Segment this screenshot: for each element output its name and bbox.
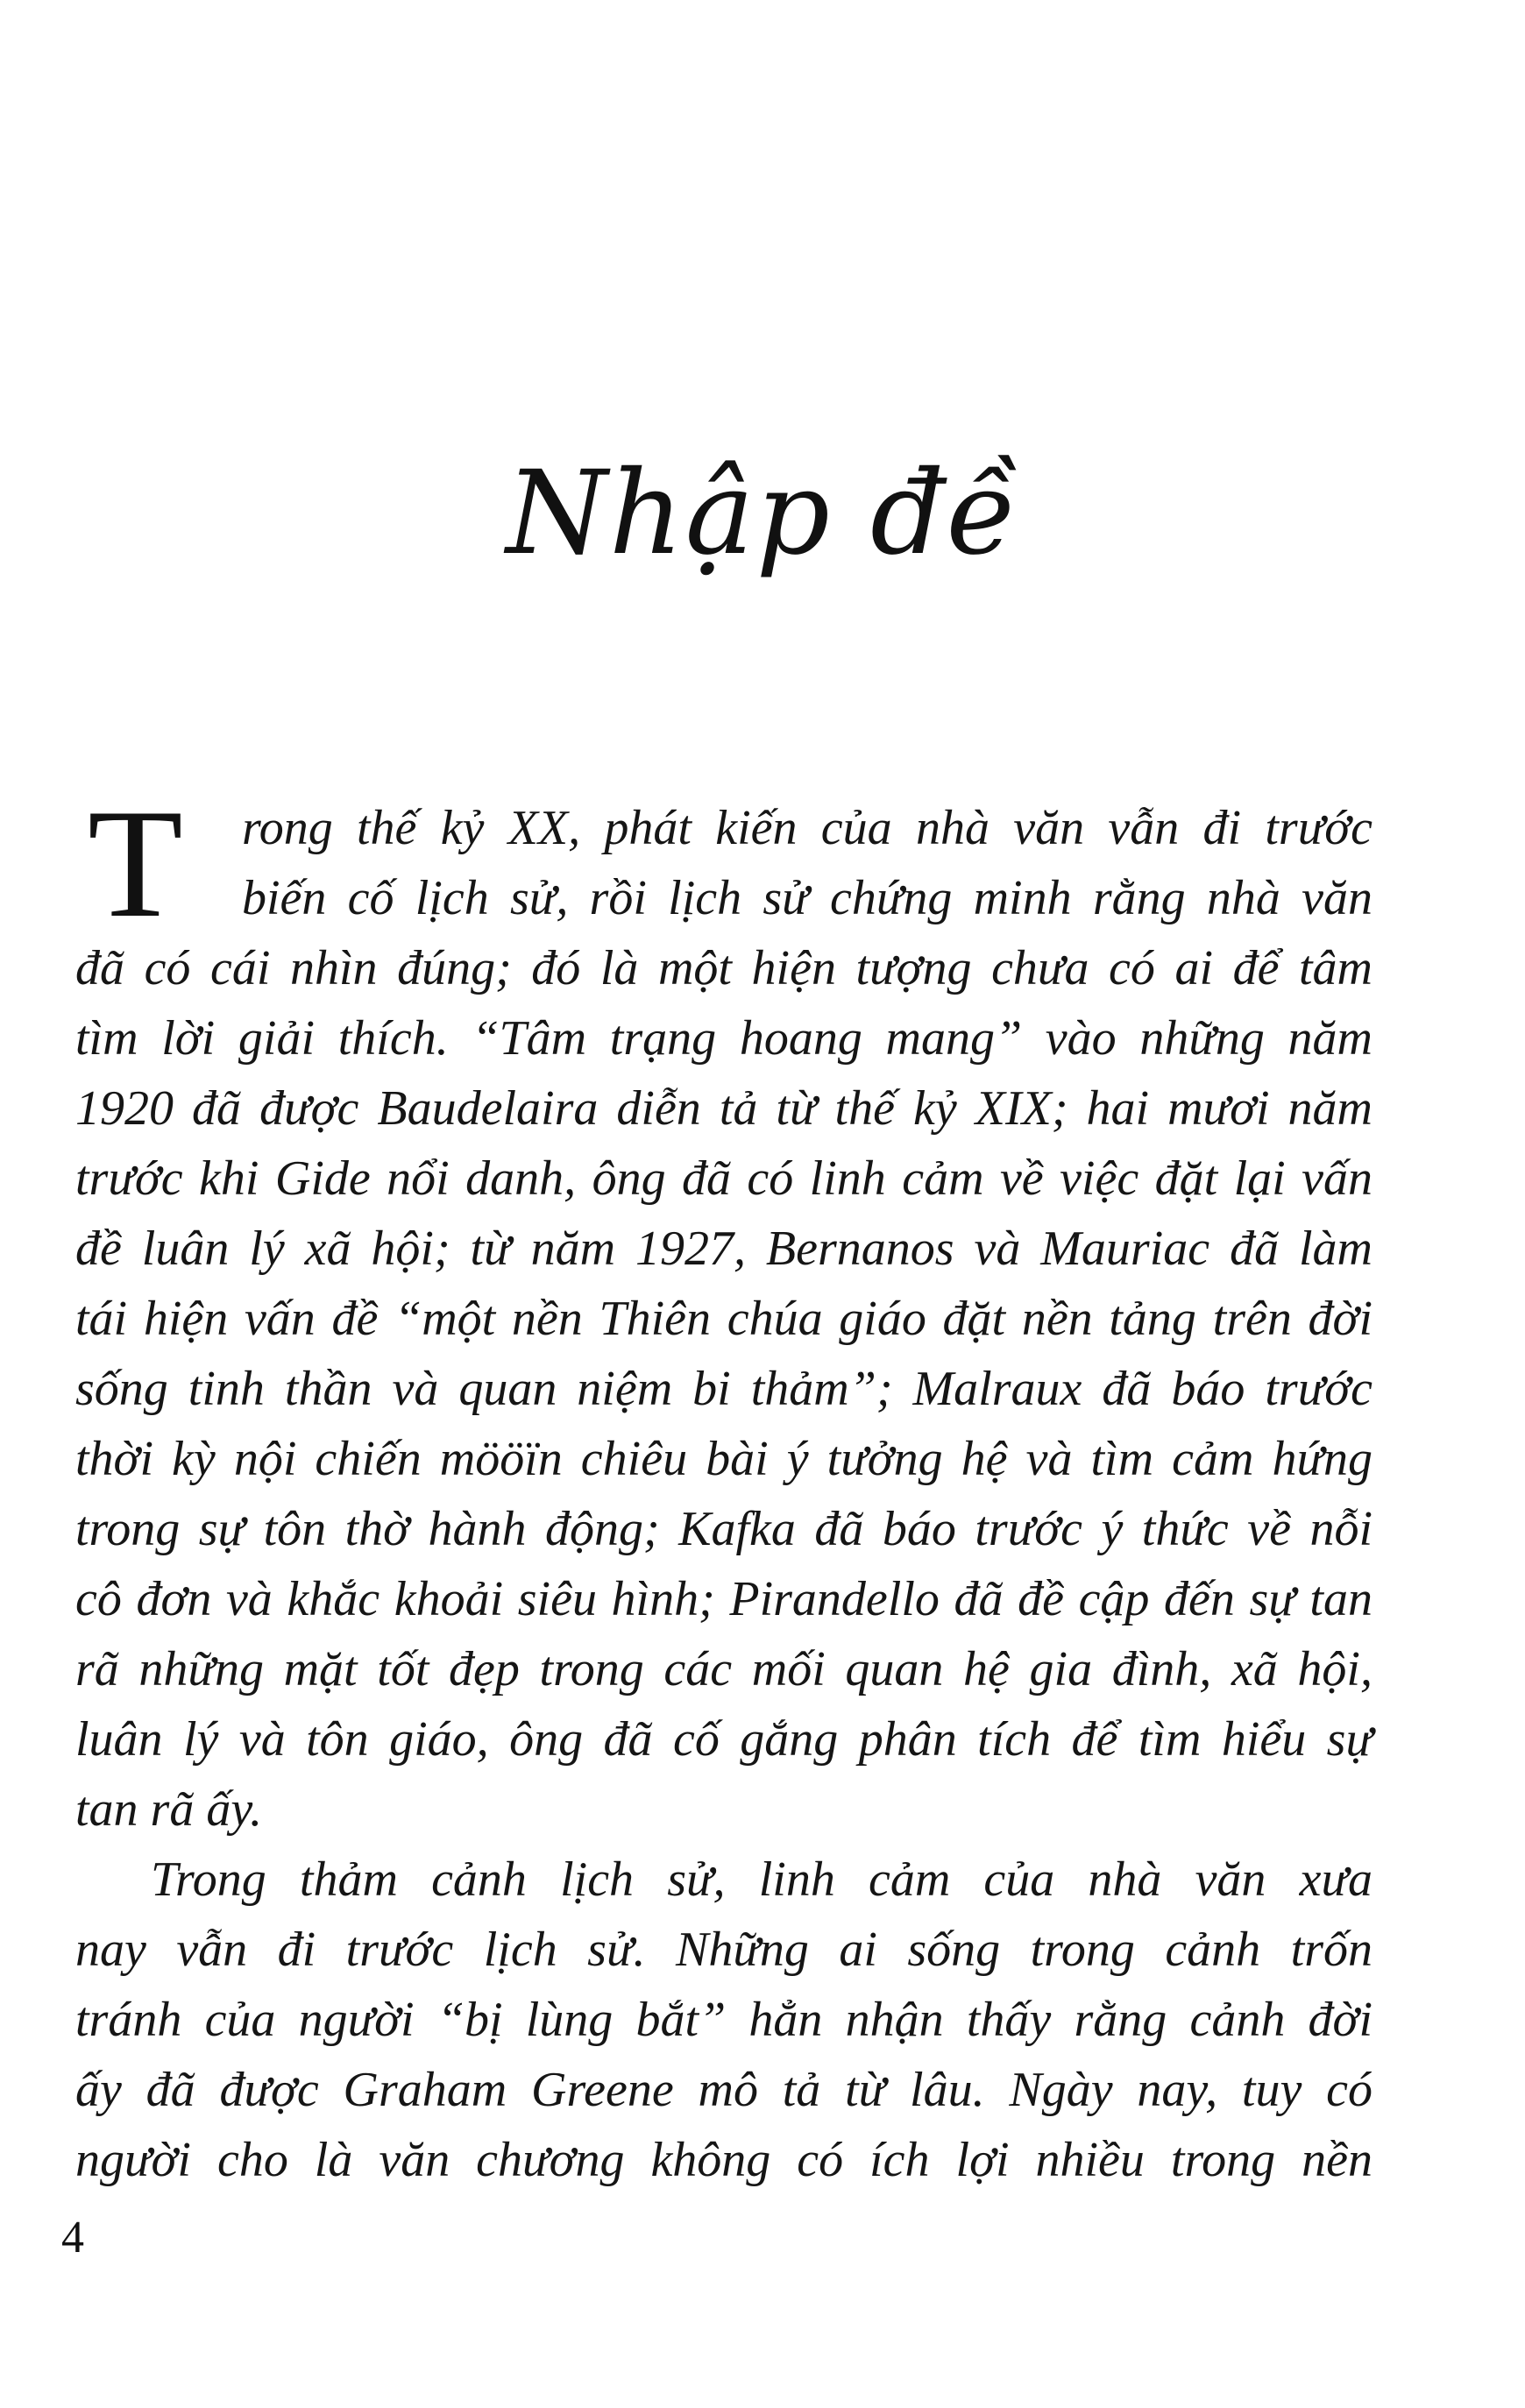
text-line: đề luân lý xã hội; từ năm 1927, Bernanos và Mauriac đã làm [75,1222,1372,1276]
paragraph-1 [75,776,1372,1845]
text-line: trong sự tôn thờ hành động; Kafka đã báo trước ý thức về nỗi [75,1502,1372,1556]
text-line: luân lý và tôn giáo, ông đã cố gắng phân tích để tìm hiểu sự [75,1712,1372,1767]
drop-cap: T [88,776,183,950]
page-number: 4 [61,2213,84,2263]
text-line: tái hiện vấn đề “một nền Thiên chúa giáo đặt nền tảng trên đời [75,1292,1372,1346]
text-line: thời kỳ nội chiến mööïn chiêu bài ý tưởng hệ và tìm cảm hứng [75,1432,1372,1486]
text-line: nay vẫn đi trước lịch sử. Những ai sống trong cảnh trốn [75,1923,1372,1977]
text-line: tránh của người “bị lùng bắt” hẳn nhận thấy rằng cảnh đời [75,1993,1372,2047]
text-line: cô đơn và khắc khoải siêu hình; Pirandello đã đề cập đến sự tan [75,1572,1372,1626]
text-line: rã những mặt tốt đẹp trong các mối quan hệ gia đình, xã hội, [75,1642,1372,1696]
paragraph-2 [75,1845,1372,2195]
text-line: tan rã ấy. [75,1782,263,1837]
text-line: sống tinh thần và quan niệm bi thảm”; Malraux đã báo trước [75,1362,1372,1416]
text-line: đã có cái nhìn đúng; đó là một hiện tượng chưa có ai để tâm [75,941,1372,995]
text-line: biến cố lịch sử, rồi lịch sử chứng minh rằng nhà văn [242,871,1372,925]
text-line: ấy đã được Graham Greene mô tả từ lâu. Ngày nay, tuy có [75,2063,1372,2117]
chapter-title: Nhập đề [506,446,1019,581]
text-line: người cho là văn chương không có ích lợi nhiều trong nền [75,2133,1372,2187]
text-line: trước khi Gide nổi danh, ông đã có linh cảm về việc đặt lại vấn [75,1151,1372,1206]
text-line: rong thế kỷ XX, phát kiến của nhà văn vẫn đi trước [242,801,1372,855]
text-line: tìm lời giải thích. “Tâm trạng hoang mang” vào những năm [75,1011,1372,1066]
text-line: Trong thảm cảnh lịch sử, linh cảm của nhà văn xưa [151,1852,1372,1907]
text-line: 1920 đã được Baudelaira diễn tả từ thế kỷ XIX; hai mươi năm [75,1081,1372,1136]
